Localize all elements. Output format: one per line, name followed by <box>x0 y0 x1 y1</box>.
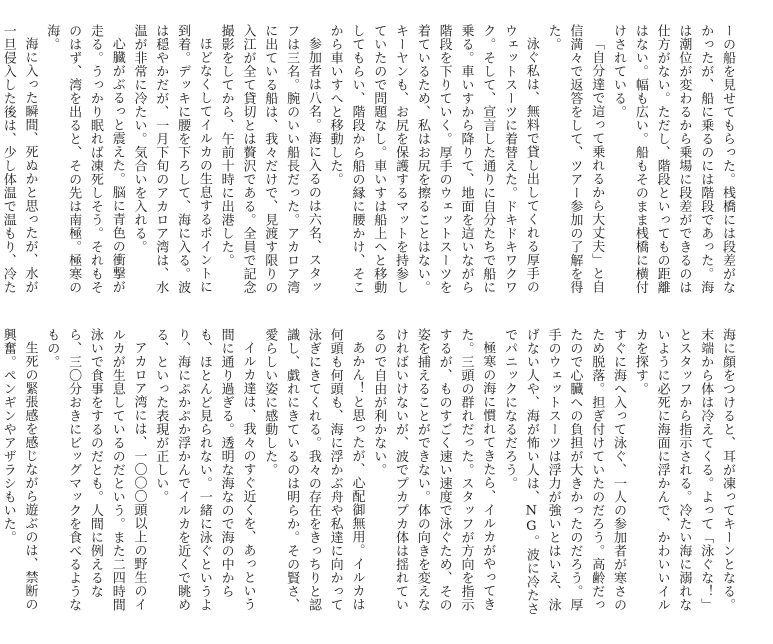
paragraph: ほどなくしてイルカの生息するポイントに到着。デッキに腰を下ろして、海に入る。波は穏やかだが、一月下旬のアカロア湾は、水温が非常に冷たい。気合いを入れる。 <box>131 24 212 294</box>
paragraph: アカロア湾には、一〇〇〇頭以上の野生のイルカが生息しているのだという。また二四時間泳いで食事をするのだとも。人間に例えるなら、三〇分おきにビッグマックを食べるようなもの。 <box>44 328 147 612</box>
paragraph: 生死の緊張感を感じながら遊ぶのは、禁断の興奮。ペンギンやアザラシもいた。 <box>0 328 38 611</box>
paragraph: 極寒の海に慣れてきたら、イルカがやってきた。三頭の群れだった。スタッフが方向を指示するが、ものすごく速い速度で泳ぐため、その姿を捕えることができない。体の向きを変えなければいけないが、波でプカプカ体は揺れているので自由が利かない。 <box>371 328 496 612</box>
text-block-bottom <box>0 328 738 620</box>
paragraph: あかん！と思ったが、心配御無用。イルカは何頭も何頭も、海に浮かぶ舟や私達に向かって泳ぎにきてくれる。我々の存在をきっちりと認識し、戯れにきているのは明らか。その賢さ、愛らしい姿に感動した。 <box>262 328 365 612</box>
paragraph: 海に顔をつけると、耳が凍ってキーンとなる。末端から体は冷えてくる。よって「泳ぐな！」とスタッフから指示される。冷たい海に溺れないように必死に海面に浮かんで、かわいいイルカを探す。 <box>632 328 735 612</box>
paragraph: 「自分達で這って乗れるから大丈夫」と自信満々で返答をして、ツアー参加の了解を得た。 <box>545 24 605 294</box>
paragraph: ーの船を見せてもらった。桟橋には段差がなかったが、船に乗るのには階段であった。海は潮位が変わるから乗場に段差ができるのは仕方がない。ただし、階段といってもの距離はない。幅も広い。船もそのまま桟橋に横付けされている。 <box>611 24 735 294</box>
paragraph: 泳ぐ私は、無料で貸し出してくれる厚手のウェットスーツに着替えた。ドキドキワクワク。そして、宣言した通りに自分たちで船に乗る。車いすから降りて、地面を這いながら階段を下りていく。厚手のウェットスーツを着ているため、私はお尻を擦ることはない。キーヤンも、お尻を保護するマットを持参していたので問題なし。車いすは船上へと移動してもらい、階段から船の縁に腰かけ、そこから車いすへと移動した。 <box>327 24 539 294</box>
paragraph: 心臓がぶるっと震えた。脳に青色の衝撃が走る。うっかり眠れば凍死しそう。それもそのはず、湾を出ると、その先は南極。極寒の海。 <box>44 24 125 294</box>
paragraph: イルカ達は、我々のすぐ近くを、あっという間に通り過ぎる。透明な海なので海の中からも、ほとんど見られない。一緒に泳ぐというより、海にぷかぷか浮かんでイルカを近くで眺める、といった表現が正しい。 <box>153 328 256 612</box>
text-block-top <box>0 24 738 306</box>
paragraph: すぐに海へ入って泳ぐ、一人の参加者が寒さのため脱落。担ぎ付けていたのだろう。高齢だったので心臓への負担が大きかったのだろう。厚手のウェットスーツは浮力が強いとはいえ、泳げない人や、海が怖い人は、NG。波に冷たさでパニックになるだろう。 <box>502 328 627 616</box>
paragraph: 参加者は八名。海に入るのは六名、スタッフは三名。腕のいい船長だった。アカロア湾に出ている船は、我々だけで、見渡す限りの入江が全て貸切とは贅沢である。全員で記念撮影をしてから、午前十時に出港した。 <box>218 24 321 294</box>
paragraph: 海に入った瞬間、死ぬかと思ったが、水が一旦侵入した後は、少し体温で温もり、冷た <box>0 24 38 294</box>
